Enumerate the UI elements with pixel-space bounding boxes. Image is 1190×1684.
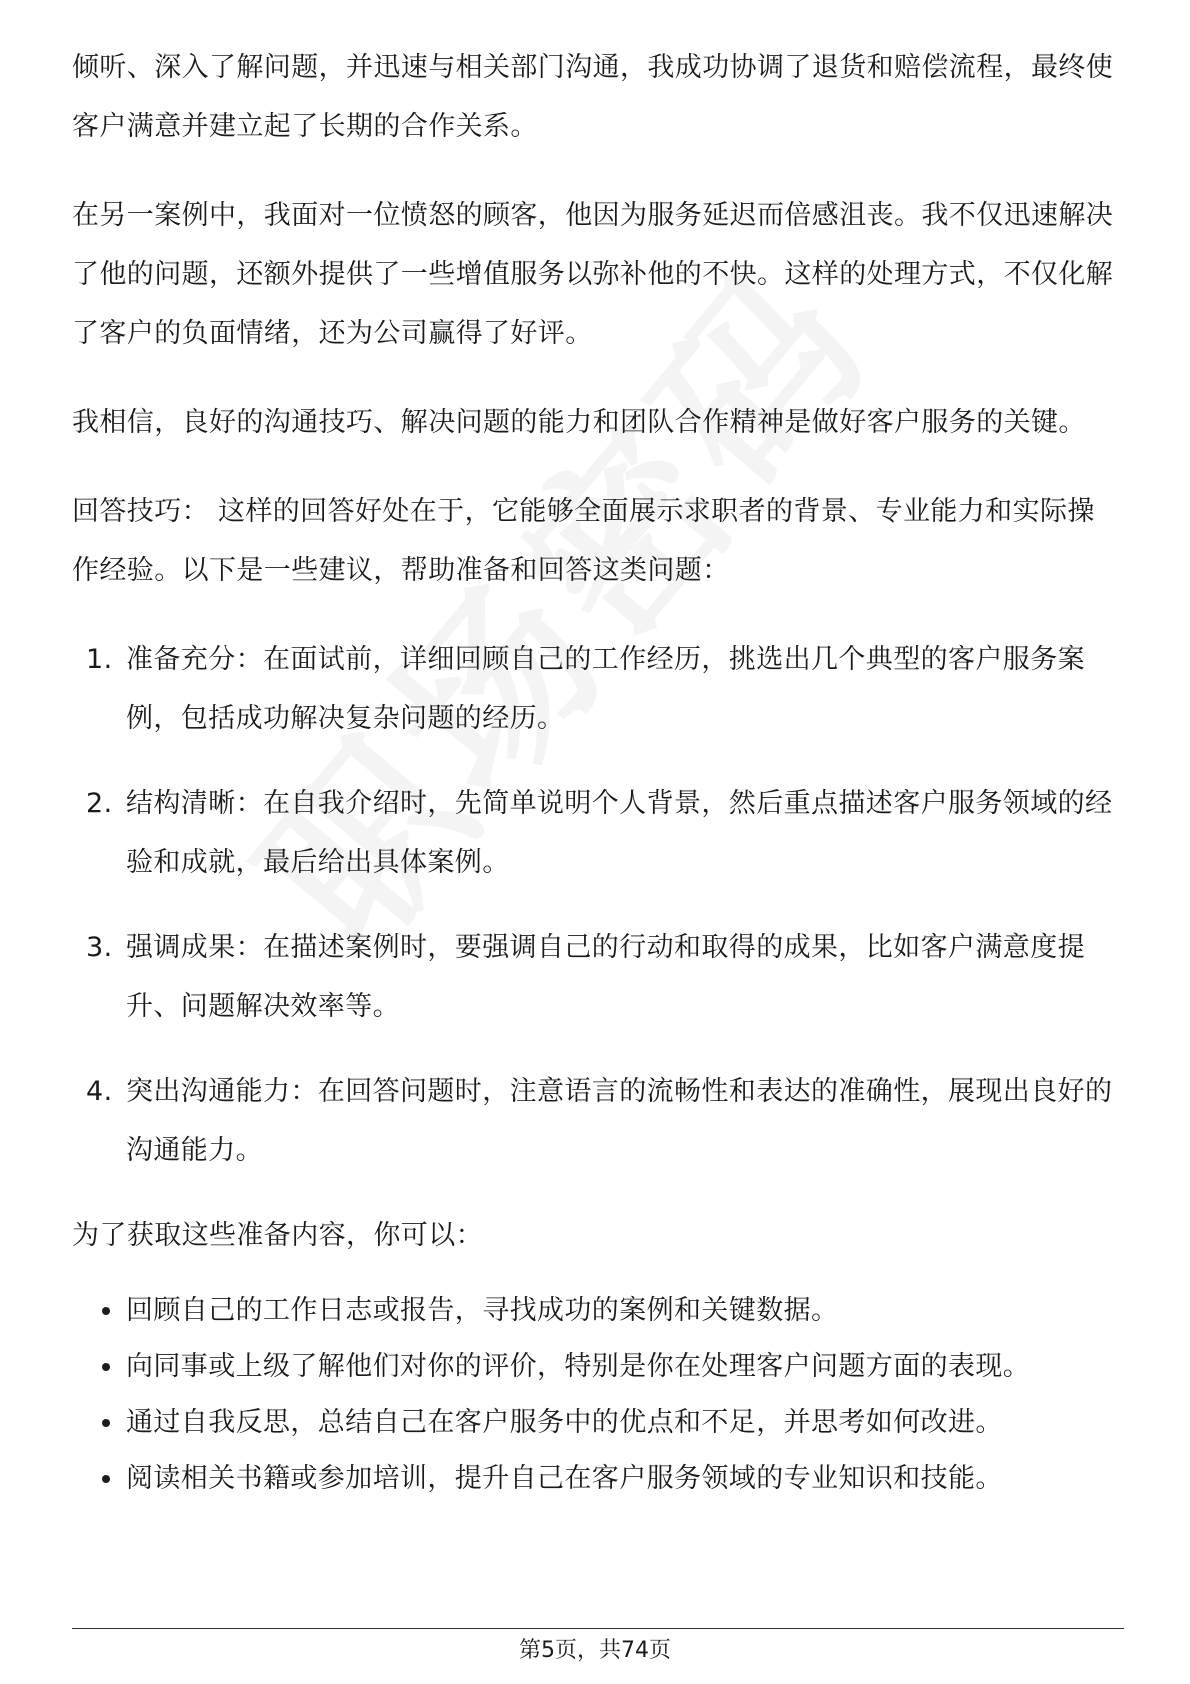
list-item-text: 通过自我反思，总结自己在客户服务中的优点和不足，并思考如何改进。: [126, 1407, 1003, 1438]
list-item: [72, 630, 1122, 748]
paragraph-prep-intro: 为了获取这些准备内容，你可以：: [72, 1220, 483, 1251]
list-item-text: 结构清晰：在自我介绍时，先简单说明个人背景，然后重点描述客户服务领域的经验和成就，最后给出具体案例。: [126, 788, 1113, 878]
list-item-text: 强调成果：在描述案例时，要强调自己的行动和取得的成果，比如客户满意度提升、问题解决效率等。: [126, 932, 1085, 1022]
list-item: [72, 918, 1122, 1036]
list-item: [72, 1451, 1122, 1507]
list-item-number: 3.: [86, 932, 113, 963]
paragraph-case-1-continued: 倾听、深入了解问题，并迅速与相关部门沟通，我成功协调了退货和赔偿流程，最终使客户满意并建立起了长期的合作关系。: [72, 52, 1114, 142]
list-item: [72, 1395, 1122, 1451]
list-item-text: 突出沟通能力：在回答问题时，注意语言的流畅性和表达的准确性，展现出良好的沟通能力。: [126, 1076, 1113, 1166]
document-page: [72, 38, 1122, 1507]
paragraph-belief: 我相信，良好的沟通技巧、解决问题的能力和团队合作精神是做好客户服务的关键。: [72, 407, 1086, 438]
list-item-text: 向同事或上级了解他们对你的评价，特别是你在处理客户问题方面的表现。: [126, 1351, 1031, 1382]
paragraph-answer-tips: 回答技巧： 这样的回答好处在于，它能够全面展示求职者的背景、专业能力和实际操作经验。以下是一些建议，帮助准备和回答这类问题：: [72, 496, 1095, 586]
page-number: 第5页，共74页: [519, 1638, 671, 1663]
list-item: [72, 1062, 1122, 1180]
tips-list: [72, 630, 1122, 1180]
list-item-number: 2.: [86, 788, 113, 819]
list-item: [72, 1339, 1122, 1395]
bullet-icon: [102, 1363, 110, 1371]
bullet-icon: [102, 1475, 110, 1483]
list-item-number: 1.: [86, 644, 113, 675]
list-item-text: 准备充分：在面试前，详细回顾自己的工作经历，挑选出几个典型的客户服务案例，包括成功解决复杂问题的经历。: [126, 644, 1085, 734]
list-item: [72, 1283, 1122, 1339]
paragraph-case-2: 在另一案例中，我面对一位愤怒的顾客，他因为服务延迟而倍感沮丧。我不仅迅速解决了他的问题，还额外提供了一些增值服务以弥补他的不快。这样的处理方式，不仅化解了客户的负面情绪，还为公司赢得了好评。: [72, 200, 1114, 349]
bullet-icon: [102, 1419, 110, 1427]
list-item-number: 4.: [86, 1076, 113, 1107]
list-item-text: 回顾自己的工作日志或报告，寻找成功的案例和关键数据。: [126, 1295, 839, 1326]
list-item-text: 阅读相关书籍或参加培训，提升自己在客户服务领域的专业知识和技能。: [126, 1463, 1003, 1494]
footer-divider: [72, 1628, 1124, 1629]
bullet-icon: [102, 1307, 110, 1315]
prep-bullet-list: [72, 1283, 1122, 1507]
list-item: [72, 774, 1122, 892]
